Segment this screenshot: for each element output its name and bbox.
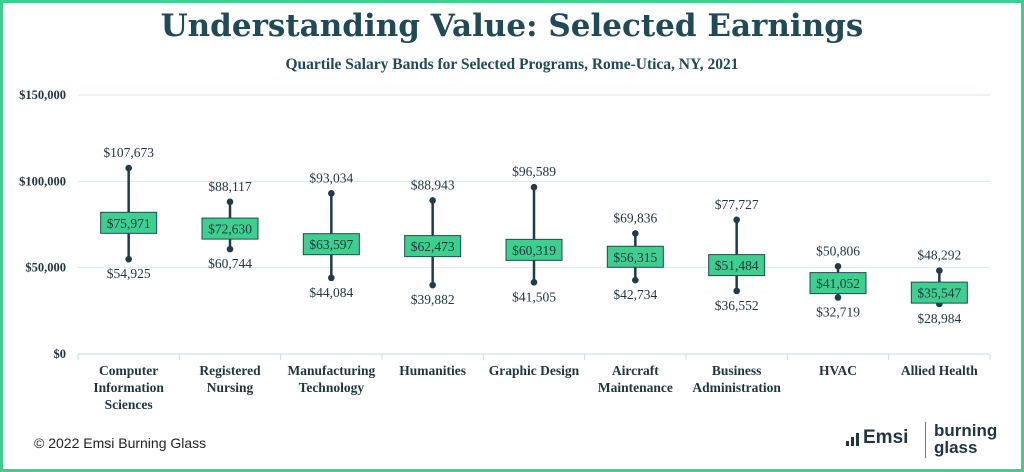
- burning-glass-logo-line2: glass: [934, 438, 978, 457]
- high-point: [328, 190, 335, 197]
- low-label: $54,925: [106, 266, 151, 282]
- y-tick-label: $0: [53, 347, 66, 361]
- burning-glass-logo-line1: burning: [934, 421, 998, 440]
- low-point: [632, 277, 639, 284]
- high-point: [125, 165, 132, 172]
- low-point: [835, 294, 842, 301]
- salary-band: [101, 145, 157, 281]
- low-label: $60,744: [208, 256, 252, 272]
- x-tick-label: Aircraft: [611, 363, 659, 378]
- x-tick-label: Computer: [99, 363, 159, 378]
- bar-chart-icon: [846, 430, 859, 446]
- high-point: [632, 230, 639, 237]
- x-tick-label: HVAC: [818, 363, 858, 378]
- high-label: $48,292: [917, 247, 962, 263]
- low-point: [733, 288, 740, 295]
- low-point: [125, 256, 132, 263]
- median-label: $72,630: [208, 221, 252, 237]
- x-tick-label: Manufacturing: [287, 363, 376, 378]
- salary-band: [607, 210, 663, 302]
- high-label: $69,836: [613, 210, 658, 226]
- median-label: $35,547: [917, 285, 962, 301]
- salary-bands: [101, 145, 968, 326]
- salary-band: [303, 170, 359, 300]
- chart-subtitle: Quartile Salary Bands for Selected Programs, Rome-Utica, NY, 2021: [285, 56, 739, 73]
- median-label: $60,319: [512, 242, 556, 258]
- emsi-logo: [846, 425, 908, 451]
- median-label: $56,315: [613, 249, 658, 265]
- y-tick-label: $150,000: [19, 88, 66, 102]
- low-label: $41,505: [512, 289, 556, 305]
- high-point: [835, 263, 842, 270]
- low-point: [531, 279, 538, 286]
- high-point: [531, 184, 538, 191]
- x-tick-label: Information: [93, 380, 164, 395]
- x-tick-label: Allied Health: [900, 363, 978, 378]
- high-point: [733, 216, 740, 223]
- y-tick-label: $50,000: [25, 260, 66, 275]
- low-point: [328, 275, 335, 282]
- median-label: $75,971: [106, 215, 151, 231]
- x-tick-label: Graphic Design: [488, 363, 580, 378]
- high-label: $50,806: [816, 243, 860, 259]
- median-label: $41,052: [816, 276, 860, 292]
- salary-band: [810, 243, 866, 319]
- high-label: $93,034: [309, 170, 354, 186]
- low-label: $36,552: [714, 297, 759, 313]
- logo-divider: [925, 422, 926, 458]
- salary-band: [405, 177, 461, 307]
- high-label: $88,943: [410, 177, 455, 193]
- low-label: $32,719: [816, 304, 860, 320]
- low-label: $42,734: [613, 287, 658, 303]
- x-axis: [78, 354, 990, 412]
- x-tick-label: Sciences: [104, 397, 153, 412]
- high-label: $77,727: [714, 196, 759, 212]
- low-label: $44,084: [309, 284, 354, 300]
- low-label: $28,984: [917, 310, 962, 326]
- y-axis-tick-labels: [19, 88, 66, 361]
- high-label: $88,117: [208, 178, 252, 194]
- salary-band: [506, 164, 562, 304]
- copyright-text: © 2022 Emsi Burning Glass: [34, 435, 207, 451]
- low-label: $39,882: [410, 292, 455, 308]
- low-point: [429, 282, 436, 289]
- high-point: [429, 197, 436, 204]
- x-tick-label: Humanities: [399, 363, 467, 378]
- y-tick-label: $100,000: [19, 174, 66, 189]
- salary-band: [709, 197, 765, 313]
- median-label: $51,484: [714, 258, 759, 274]
- median-label: $63,597: [309, 237, 354, 253]
- high-point: [936, 267, 943, 274]
- x-tick-label: Maintenance: [597, 380, 673, 395]
- burning-glass-logo: [934, 422, 997, 456]
- high-label: $107,673: [103, 145, 154, 161]
- x-tick-label: Administration: [692, 380, 781, 395]
- x-tick-label: Technology: [298, 380, 365, 395]
- chart-title: Understanding Value: Selected Earnings: [160, 8, 864, 44]
- x-tick-label: Business: [711, 363, 762, 378]
- median-label: $62,473: [410, 239, 455, 255]
- x-tick-label: Nursing: [206, 380, 254, 395]
- emsi-logo-text: Emsi: [863, 427, 909, 448]
- high-point: [227, 199, 234, 206]
- low-point: [227, 246, 234, 253]
- salary-band: [202, 179, 258, 271]
- x-tick-label: Registered: [199, 363, 261, 378]
- salary-band: [911, 248, 967, 326]
- high-label: $96,589: [512, 164, 556, 180]
